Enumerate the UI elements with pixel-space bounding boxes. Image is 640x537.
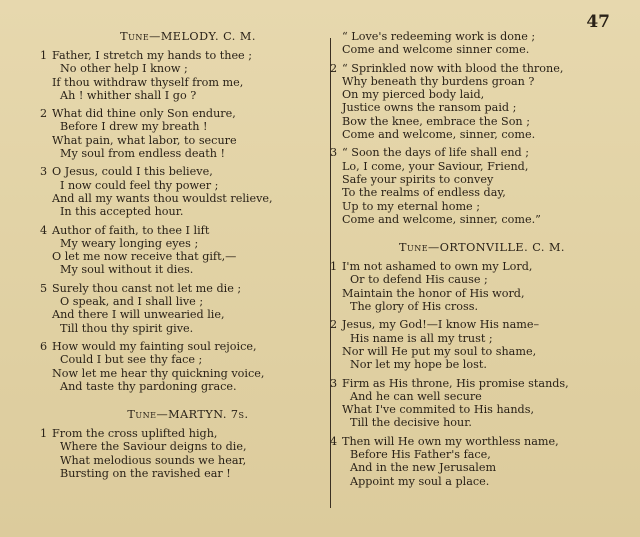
verse-text: What pain, what labor, to secure <box>52 133 237 147</box>
verse-text: No other help I know ; <box>60 62 188 76</box>
verse-text: Then will He own my worthless name, <box>342 434 559 448</box>
section-gap <box>52 398 324 408</box>
verse-text: O speak, and I shall live ; <box>60 295 204 309</box>
verse-line <box>330 376 622 390</box>
verse-line <box>52 263 324 276</box>
verse-text: Ah ! whither shall I go ? <box>60 88 197 102</box>
verse-line <box>342 213 622 226</box>
verse-line <box>342 75 622 88</box>
verse-line <box>52 192 324 205</box>
verse-line <box>52 367 324 380</box>
verse-line <box>40 427 324 441</box>
left-column <box>40 30 324 485</box>
verse-line <box>342 273 622 286</box>
verse-line <box>52 322 324 335</box>
verse-text: My soul from endless death ! <box>60 147 225 161</box>
verse-text: Jesus, my God!—I know His name– <box>342 318 540 332</box>
stanza <box>330 146 622 226</box>
verse-line <box>40 281 324 295</box>
verse-line <box>40 223 324 237</box>
verse-line <box>342 461 622 474</box>
right-column <box>330 30 622 493</box>
verse-line <box>52 250 324 263</box>
verse-text: How would my fainting soul rejoice, <box>52 339 257 353</box>
verse-text: Till thou thy spirit give. <box>60 321 194 335</box>
stanza-number: 2 <box>40 107 48 121</box>
verse-text: Bow the knee, embrace the Son ; <box>342 114 530 128</box>
stanza-number: 1 <box>40 427 48 441</box>
verse-line <box>342 345 622 358</box>
stanza <box>330 434 622 488</box>
verse-text: My soul without it dies. <box>60 263 194 277</box>
verse-line <box>52 380 324 393</box>
verse-text: And there I will unwearied lie, <box>52 308 225 322</box>
verse-line <box>342 30 622 43</box>
verse-line <box>342 300 622 313</box>
verse-text: “ Soon the days of life shall end ; <box>342 146 530 160</box>
verse-text: And in the new Jerusalem <box>350 461 497 475</box>
tune-heading-text: Tune—ORTONVILLE. C. M. <box>399 241 565 255</box>
verse-line <box>52 308 324 321</box>
verse-line <box>52 454 324 467</box>
verse-line <box>52 76 324 89</box>
verse-line <box>342 287 622 300</box>
verse-line <box>342 200 622 213</box>
stanza <box>330 260 622 314</box>
verse-line <box>342 448 622 461</box>
stanza <box>40 165 324 219</box>
verse-line <box>342 186 622 199</box>
verse-line <box>330 434 622 448</box>
verse-text: Where the Saviour deigns to die, <box>60 440 247 454</box>
verse-line <box>52 467 324 480</box>
stanza-number: 3 <box>330 146 338 160</box>
verse-text: Lo, I come, your Saviour, Friend, <box>342 159 529 173</box>
verse-line <box>342 160 622 173</box>
verse-line <box>342 88 622 101</box>
verse-text: Why beneath thy burdens groan ? <box>342 74 535 88</box>
verse-text: Come and welcome sinner come. <box>342 43 530 57</box>
stanza <box>40 223 324 277</box>
verse-text: On my pierced body laid, <box>342 88 485 102</box>
verse-text: Before I drew my breath ! <box>60 120 208 134</box>
verse-text: Before His Father's face, <box>350 448 491 462</box>
stanza-number: 1 <box>40 49 48 62</box>
verse-text: Till the decisive hour. <box>350 416 472 430</box>
verse-line <box>342 390 622 403</box>
verse-line <box>52 295 324 308</box>
verse-line <box>330 318 622 332</box>
stanza <box>330 61 622 142</box>
verse-line <box>52 237 324 250</box>
stanza-number: 3 <box>40 165 48 179</box>
verse-line <box>342 475 622 488</box>
stanza <box>330 318 622 372</box>
verse-line <box>52 353 324 366</box>
stanza <box>40 427 324 481</box>
verse-text: What did thine only Son endure, <box>52 107 236 121</box>
verse-text: Author of faith, to thee I lift <box>52 223 210 237</box>
verse-line <box>52 440 324 453</box>
verse-text: Come and welcome, sinner, come. <box>342 128 536 142</box>
stanza <box>40 339 324 393</box>
stanza-number: 6 <box>40 339 48 353</box>
stanza-number: 5 <box>40 281 48 295</box>
verse-text: My weary longing eyes ; <box>60 236 199 250</box>
verse-line <box>52 205 324 218</box>
stanza-number: 4 <box>330 434 338 448</box>
stanza-number: 3 <box>330 376 338 390</box>
verse-text: Bursting on the ravished ear ! <box>60 467 231 481</box>
stanza-number: 2 <box>330 318 338 332</box>
verse-text: Come and welcome, sinner, come.” <box>342 212 541 226</box>
verse-text: Surely thou canst not let me die ; <box>52 281 242 295</box>
section-gap <box>342 231 622 241</box>
stanza <box>40 49 324 102</box>
verse-text: Maintain the honor of His word, <box>342 286 525 300</box>
tune-heading-text: Tune—MELODY. C. M. <box>120 30 256 43</box>
stanza <box>40 281 324 335</box>
verse-line <box>40 339 324 353</box>
verse-text: I'm not ashamed to own my Lord, <box>342 260 533 274</box>
stanza-number: 1 <box>330 260 338 274</box>
verse-text: What melodious sounds we hear, <box>60 453 247 467</box>
stanza <box>330 376 622 430</box>
verse-text: Appoint my soul a place. <box>350 474 490 488</box>
verse-text: His name is all my trust ; <box>350 331 493 345</box>
verse-text: Nor will He put my soul to shame, <box>342 344 537 358</box>
verse-text: “ Sprinkled now with blood the throne, <box>342 61 564 75</box>
verse-text: I now could feel thy power ; <box>60 178 219 192</box>
verse-text: In this accepted hour. <box>60 205 184 219</box>
verse-line <box>342 43 622 56</box>
verse-line <box>342 173 622 186</box>
verse-line <box>52 179 324 192</box>
stanza <box>342 30 622 57</box>
verse-line <box>330 146 622 160</box>
verse-line <box>52 147 324 160</box>
verse-text: To the realms of endless day, <box>342 186 506 200</box>
verse-text: And he can well secure <box>350 389 482 403</box>
verse-text: O let me now receive that gift,— <box>52 250 237 264</box>
verse-line <box>52 62 324 75</box>
verse-line <box>342 101 622 114</box>
verse-line <box>330 61 622 75</box>
verse-text: O Jesus, could I this believe, <box>52 165 213 179</box>
verse-line <box>40 107 324 121</box>
verse-text: Could I but see thy face ; <box>60 353 203 367</box>
tune-heading <box>52 408 324 422</box>
verse-line <box>342 403 622 416</box>
verse-text: Father, I stretch my hands to thee ; <box>52 49 253 62</box>
verse-text: Nor let my hope be lost. <box>350 358 487 372</box>
verse-text: The glory of His cross. <box>350 300 478 314</box>
page-number: 47 <box>586 12 610 32</box>
verse-line <box>52 120 324 133</box>
verse-text: “ Love's redeeming work is done ; <box>342 30 536 43</box>
tune-heading <box>342 241 622 255</box>
verse-text: From the cross uplifted high, <box>52 427 218 441</box>
verse-text: Or to defend His cause ; <box>350 273 488 287</box>
verse-text: If thou withdraw thyself from me, <box>52 75 244 89</box>
verse-line <box>52 89 324 102</box>
verse-text: What I've commited to His hands, <box>342 403 535 417</box>
verse-line <box>342 358 622 371</box>
verse-text: Now let me hear thy quickning voice, <box>52 366 265 380</box>
verse-line <box>330 260 622 274</box>
verse-text: And taste thy pardoning grace. <box>60 379 237 393</box>
verse-line <box>342 332 622 345</box>
verse-text: Firm as His throne, His promise stands, <box>342 376 569 390</box>
tune-heading <box>52 30 324 44</box>
verse-text: Safe your spirits to convey <box>342 172 494 186</box>
verse-line <box>342 416 622 429</box>
stanza-number: 2 <box>330 61 338 75</box>
verse-text: Up to my eternal home ; <box>342 199 481 213</box>
verse-text: And all my wants thou wouldst relieve, <box>52 191 273 205</box>
verse-line <box>342 115 622 128</box>
verse-line <box>40 49 324 62</box>
verse-line <box>52 134 324 147</box>
verse-line <box>342 128 622 141</box>
verse-text: Justice owns the ransom paid ; <box>342 101 517 115</box>
verse-line <box>40 165 324 179</box>
tune-heading-text: Tune—MARTYN. 7s. <box>127 408 249 422</box>
stanza-number: 4 <box>40 223 48 237</box>
stanza <box>40 107 324 161</box>
